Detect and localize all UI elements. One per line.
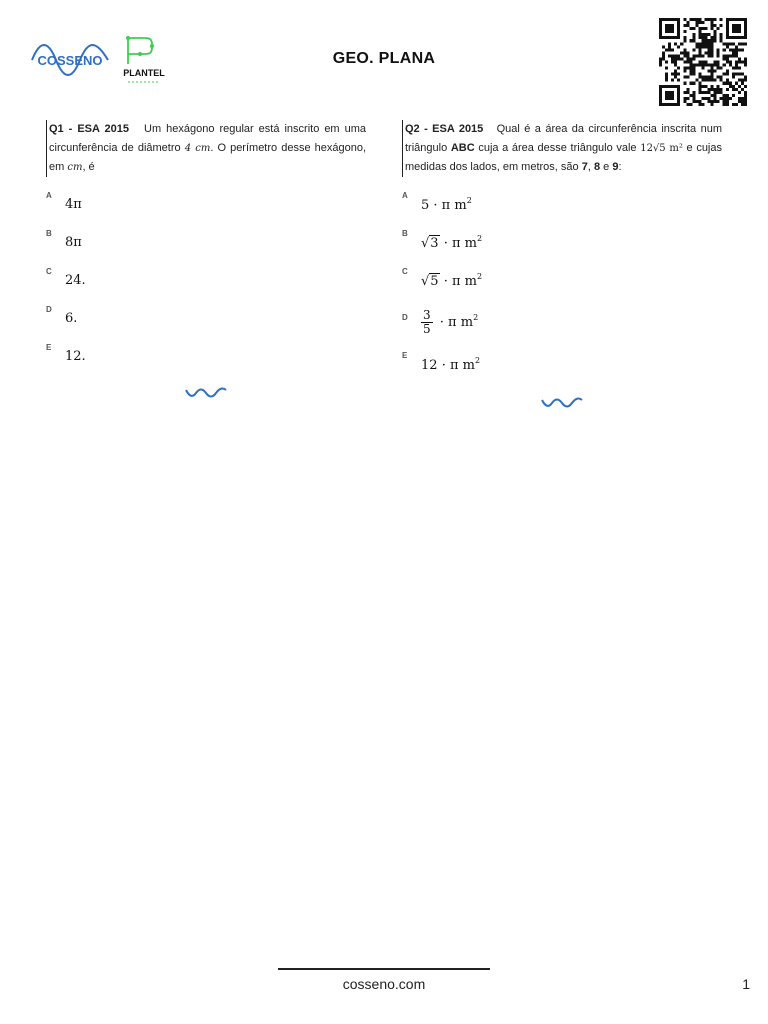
option-value	[421, 272, 482, 289]
question-2-text-part: cuja a área desse triângulo vale	[474, 142, 641, 154]
option-letter: D	[46, 305, 52, 314]
question-2-text-part: e	[600, 161, 613, 173]
option-rest: · π m	[443, 273, 477, 289]
page-number: 1	[742, 976, 750, 992]
option-numerator: 3	[423, 307, 431, 322]
question-2-triangle-name: ABC	[450, 142, 475, 154]
option-value: 6.	[65, 310, 78, 326]
option-fraction	[421, 309, 433, 336]
option-c[interactable]	[402, 261, 722, 299]
sqrt-icon: √	[421, 273, 430, 289]
footer-divider	[278, 968, 490, 970]
sqrt-icon: √	[421, 235, 430, 251]
question-2-text-part: :	[618, 161, 622, 173]
plantel-logo-text: PLANTEL	[123, 68, 165, 78]
option-exp: 2	[466, 195, 472, 205]
question-2-text-part: ,	[587, 161, 594, 173]
qr-code-icon[interactable]	[658, 18, 748, 106]
question-2-text-part: e cujas medidas dos lados, em metros, são	[405, 142, 722, 173]
option-rest: · π m	[439, 314, 474, 330]
page-title: GEO. PLANA	[332, 50, 436, 67]
option-letter: C	[46, 267, 52, 276]
option-d[interactable]	[46, 299, 366, 337]
option-value: 12.	[65, 348, 86, 364]
option-d[interactable]	[402, 299, 722, 345]
option-letter: C	[402, 267, 408, 276]
option-root: 5	[430, 273, 439, 289]
option-letter: D	[402, 313, 408, 322]
question-1-options	[46, 185, 366, 375]
question-2-text	[402, 120, 722, 177]
question-1-text-part: . O perímetro desse hexágono, em	[49, 142, 367, 173]
option-letter: A	[46, 191, 52, 200]
option-rest: · π m	[443, 235, 477, 251]
option-c[interactable]	[46, 261, 366, 299]
option-value	[421, 196, 472, 213]
option-value: 4π	[65, 196, 82, 212]
option-e[interactable]	[402, 345, 722, 383]
option-coef: 12	[421, 357, 438, 373]
question-1-math-unit: cm	[67, 162, 83, 173]
question-2-side: 8	[593, 161, 601, 173]
option-letter: B	[402, 229, 408, 238]
option-value	[421, 234, 482, 251]
option-letter: E	[46, 343, 52, 352]
question-2-text-part: Qual é a área da circunferência inscrita num triângulo	[405, 123, 722, 154]
option-e[interactable]	[46, 337, 366, 375]
option-exp: 2	[473, 312, 479, 322]
option-value	[421, 309, 478, 336]
option-b[interactable]	[402, 223, 722, 261]
question-1-text-part: , é	[82, 161, 95, 173]
option-rest: · π m	[433, 197, 467, 213]
question-1-math-diameter: 4 cm	[184, 143, 211, 154]
option-exp: 2	[474, 355, 481, 365]
option-b[interactable]	[46, 223, 366, 261]
option-value	[421, 356, 480, 373]
question-2-tag: Q2 - ESA 2015	[405, 123, 484, 135]
option-a[interactable]	[402, 185, 722, 223]
option-coef: 5	[421, 197, 430, 213]
question-2-math-area: 12√5 m²	[640, 143, 683, 154]
option-value: 8π	[65, 234, 82, 250]
question-1	[46, 120, 366, 401]
option-root: 3	[430, 235, 439, 251]
question-2	[402, 120, 722, 411]
option-letter: E	[402, 351, 408, 360]
question-1-text	[46, 120, 366, 177]
wave-divider-icon	[540, 395, 584, 411]
option-letter: A	[402, 191, 408, 200]
footer-site-link[interactable]: cosseno.com	[342, 976, 426, 992]
cosseno-logo-text: COSSENO	[37, 53, 103, 68]
option-value: 24.	[65, 272, 86, 288]
option-exp: 2	[477, 271, 483, 281]
option-denominator: 5	[423, 321, 431, 336]
wave-divider-icon	[184, 385, 228, 401]
option-a[interactable]	[46, 185, 366, 223]
question-1-text-part: Um hexágono regular está inscrito em uma circunferência de diâmetro	[49, 123, 366, 154]
question-1-tag: Q1 - ESA 2015	[49, 123, 130, 135]
question-2-side: 7	[581, 161, 588, 173]
question-2-options	[402, 185, 722, 383]
option-letter: B	[46, 229, 52, 238]
option-rest: · π m	[441, 357, 475, 373]
option-exp: 2	[477, 233, 483, 243]
question-2-side: 9	[612, 161, 619, 173]
